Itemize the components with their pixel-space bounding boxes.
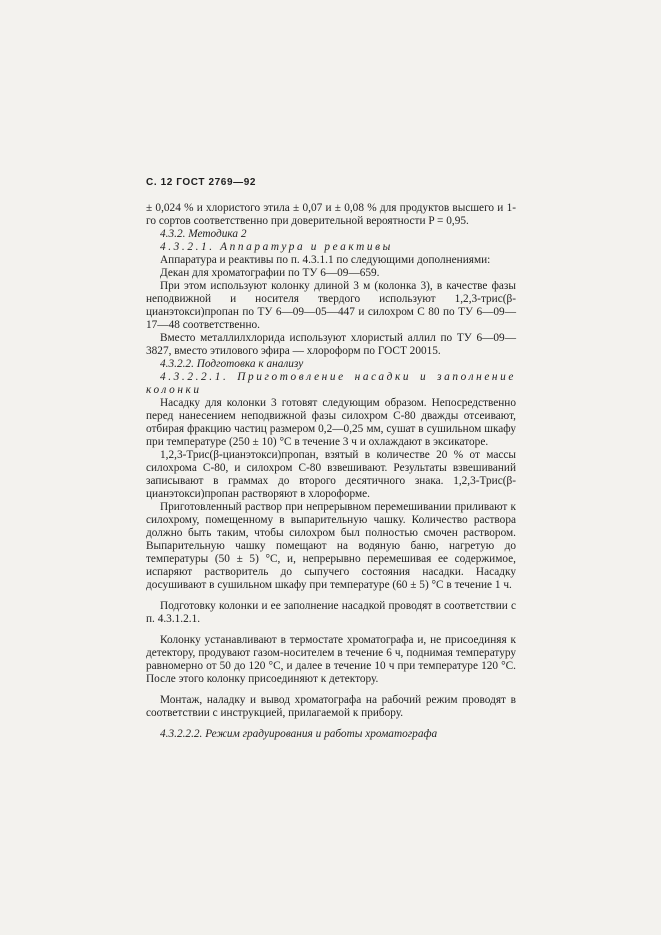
paragraph: Декан для хроматографии по ТУ 6—09—659. — [160, 267, 380, 279]
paragraph: Монтаж, наладку и вывод хроматографа на рабочий режим проводят в соответствии с инструкцией, прилагаемой к прибору. — [146, 694, 516, 719]
paragraph: ± 0,024 % и хлористого этила ± 0,07 и ± 0,08 % для продуктов высшего и 1-го сортов соответственно при доверительной вероятности P = 0,95. — [146, 202, 516, 227]
section-heading: 4.3.2.2.1. Приготовление насадки и заполнение колонки — [146, 371, 516, 396]
page-header: С. 12 ГОСТ 2769—92 — [146, 177, 257, 188]
paragraph: При этом используют колонку длиной 3 м (колонка 3), в качестве фазы неподвижной и носителя твердого используют 1,2,3-трис(β-цианэтокси)пропан по ТУ 6—09—05—447 и силохром С 80 по ТУ 6—09—17—48 соответственно. — [146, 280, 516, 331]
body-text — [146, 202, 516, 741]
section-heading: 4.3.2.1. Аппаратура и реактивы — [160, 241, 393, 253]
section-heading: 4.3.2.2.2. Режим градуирования и работы хроматографа — [160, 728, 438, 740]
paragraph: Насадку для колонки 3 готовят следующим образом. Непосредственно перед нанесением неподвижной фазы силохром С-80 дважды отсеивают, отбирая фракцию частиц размером 0,2—0,25 мм, сушат в сушильном шкафу при температуре (250 ± 10) °С в течение 3 ч и охлаждают в эксикаторе. — [146, 397, 516, 448]
paragraph: Подготовку колонки и ее заполнение насадкой проводят в соответствии с п. 4.3.1.2.1. — [146, 600, 516, 625]
paragraph: Приготовленный раствор при непрерывном перемешивании приливают к силохрому, помещенному в выпарительную чашку. Количество раствора должно быть таким, чтобы силохром был полностью смочен раствором. Выпарительную чашку помещают на водяную баню, нагретую до температуры (50 ± 5) °С, и, непрерывно перемешивая ее содержимое, испаряют растворитель до сыпучего состояния насадки. Насадку досушивают в сушильном шкафу при температуре (60 ± 5) °С в течение 1 ч. — [146, 501, 516, 591]
paragraph: Колонку устанавливают в термостате хроматографа и, не присоединяя к детектору, продувают газом-носителем в течение 6 ч, поднимая температуру равномерно от 50 до 120 °С, и далее в течение 10 ч при температуре 120 °С. После этого колонку присоединяют к детектору. — [146, 634, 516, 685]
paragraph: Вместо металлилхлорида используют хлористый аллил по ТУ 6—09—3827, вместо этилового эфира — хлороформ по ГОСТ 20015. — [146, 332, 516, 357]
paragraph: 1,2,3-Трис(β-цианэтокси)пропан, взятый в количестве 20 % от массы силохрома С-80, и силохром С-80 взвешивают. Результаты взвешиваний записывают в граммах до второго десятичного знака. 1,2,3-Трис(β-цианэтокси)пропан растворяют в хлороформе. — [146, 449, 516, 500]
section-heading: 4.3.2.2. Подготовка к анализу — [160, 358, 304, 370]
paragraph: Аппаратура и реактивы по п. 4.3.1.1 по следующими дополнениями: — [160, 254, 491, 266]
section-heading: 4.3.2. Методика 2 — [160, 228, 247, 240]
